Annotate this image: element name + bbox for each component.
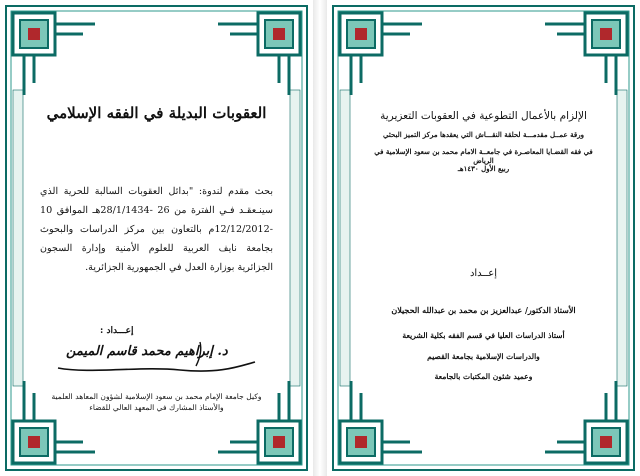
subtitle-line1: ورقة عمــل مقدمـــة لحلقة النقـــاش التي يعقدها مركز التميز البحثي (383, 130, 584, 139)
author-position-line3: وعميد شئون المكتبات بالجامعة (434, 372, 533, 381)
left-page-content (36, 0, 277, 476)
author-position-line1: أستاذ الدراسات العليا في قسم الفقه بكلية الشريعة (402, 331, 565, 340)
author-name: الأستاذ الدكتور/ عبدالعزيز بن محمد بن عبدالله الحجيلان (391, 305, 576, 315)
left-page (0, 0, 313, 476)
right-page-content (363, 0, 604, 476)
author-position-line1: وكيل جامعة الإمام محمد بن سعود الإسلامية لشؤون المعاهد العلمية (51, 392, 262, 401)
prepared-by-label: إعــداد (469, 268, 498, 279)
prepared-by-label: إعـــداد : (100, 326, 134, 336)
right-page (327, 0, 640, 476)
body-paragraph: بحث مقدم لندوة: "بدائل العقوبات السالبة للحرية الذي سينـعقـد فـي الفترة من 26 -28/1/1434هـ الموافق 10 -12/12/2012م بالتعاون بين مركز الدراسات والبحوث بجامعة نايف العربية للعلوم الأمنية وإدارة السجون الجزائرية بوزارة العدل في الجمهورية الجزائرية. (40, 186, 273, 273)
page-title: الإلزام بالأعمال التطوعية في العقوبات التعزيرية (380, 110, 587, 122)
subtitle-line2: في فقه القضـايا المعاصـرة في جامعــة الامام محمد بن سعود الإسلامية في الرياض (374, 147, 593, 165)
author-position-line2: والدراسات الإسلامية بجامعة القصيم (427, 352, 540, 361)
book-gutter (313, 0, 327, 476)
subtitle-date: ربيع الأول ١٤٣٠هـ (457, 164, 510, 173)
author-signature: د. إبراهيم محمد قاسم الميمن (66, 344, 228, 359)
author-position-line2: والأستاذ المشارك في المعهد العالي للقضاء (89, 403, 224, 412)
page-title: العقوبات البديلة في الفقه الإسلامي (46, 104, 267, 122)
